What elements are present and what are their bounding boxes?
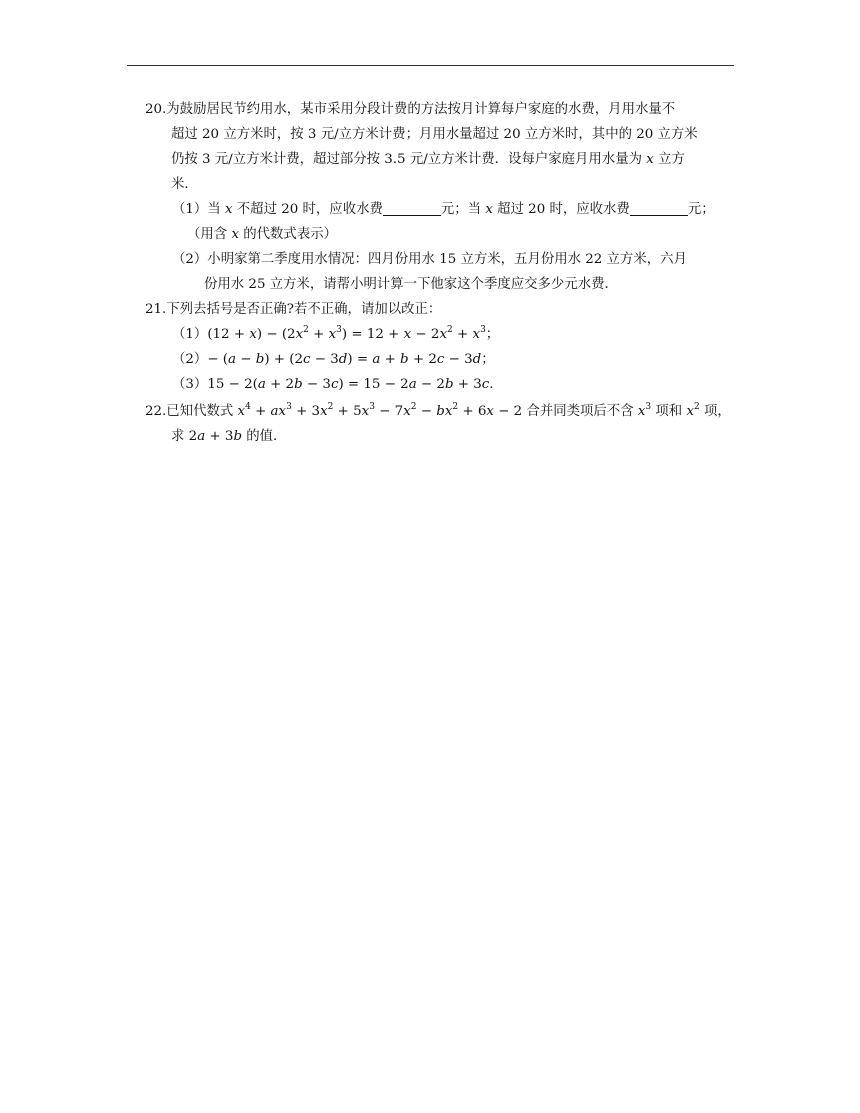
equation-item-2: （2）− (a − b) + (2c − 3d) = a + b + 2c − 3d； [172, 352, 495, 367]
question-text: 立方 [658, 152, 685, 167]
question-text: 元； [687, 202, 715, 217]
equation-item-1: $(1)(12 + x) - (2x^2 + x^3) = 12 + x - 2x^2 + x^3$； [172, 325, 500, 342]
item-label: （1） [172, 327, 208, 342]
question-text: 项和 [655, 404, 683, 419]
polynomial-expression: $x^4 + ax^3 + 3x^2 + 5x^3 - 7x^2 - bx^2 + 6x - 2$ [237, 402, 523, 419]
question-text: 合并同类项后不含 [526, 404, 634, 419]
sub-question-2: （2）小明家第二季度用水情况：四月份用水 15 立方米，五月份用水 22 立方米，六月 [172, 252, 687, 267]
question-text: 的值． [246, 429, 287, 444]
question-text: 求 [171, 429, 185, 444]
sub-question-1 [172, 201, 715, 219]
question-text-line: 米． [171, 177, 198, 192]
question-text-line: 仍按 3 元/立方米计费，超过部分按 3.5 元/立方米计费．设每户家庭月用水量为 [171, 152, 642, 167]
math-variable: x [231, 227, 239, 242]
question-text: 下列去括号是否正确?若不正确，请加以改正： [166, 302, 442, 317]
question-text: （用含 [187, 227, 228, 242]
answer-blank[interactable] [630, 201, 688, 216]
question-text: 不超过 20 时，应收水费 [236, 202, 383, 217]
item-label: （2） [172, 352, 208, 367]
item-label: （3） [172, 377, 208, 392]
math-variable: x [224, 202, 233, 217]
math-variable: x [646, 152, 654, 167]
question-text: 的代数式表示） [243, 227, 337, 242]
question-number: 22. [145, 404, 167, 419]
target-expression: 2a + 3b [188, 429, 243, 444]
question-text-line: 份用水 25 立方米，请帮小明计算一下他家这个季度应交多少元水费． [204, 277, 618, 292]
equation-item-3: （3）15 − 2(a + 2b − 3c) = 15 − 2a − 2b + 3c. [172, 377, 494, 392]
question-text: 项， [704, 404, 731, 419]
question-text-line: 超过 20 立方米时，按 3 元/立方米计费；月用水量超过 20 立方米时，其中的 20 立方米 [171, 127, 698, 142]
question-number: 21. [145, 302, 167, 317]
math-variable: x [485, 202, 493, 217]
question-text: 元；当 [440, 202, 482, 217]
question-text-line: 为鼓励居民节约用水，某市采用分段计费的方法按月计算每户家庭的水费，月用水量不 [166, 102, 676, 117]
question-number: 20. [145, 102, 167, 117]
answer-blank[interactable] [383, 201, 441, 216]
header-rule [127, 65, 734, 66]
question-text: 已知代数式 [166, 404, 234, 419]
question-text: （1）当 [172, 202, 221, 217]
question-text: 超过 20 时，应收水费 [497, 202, 630, 217]
